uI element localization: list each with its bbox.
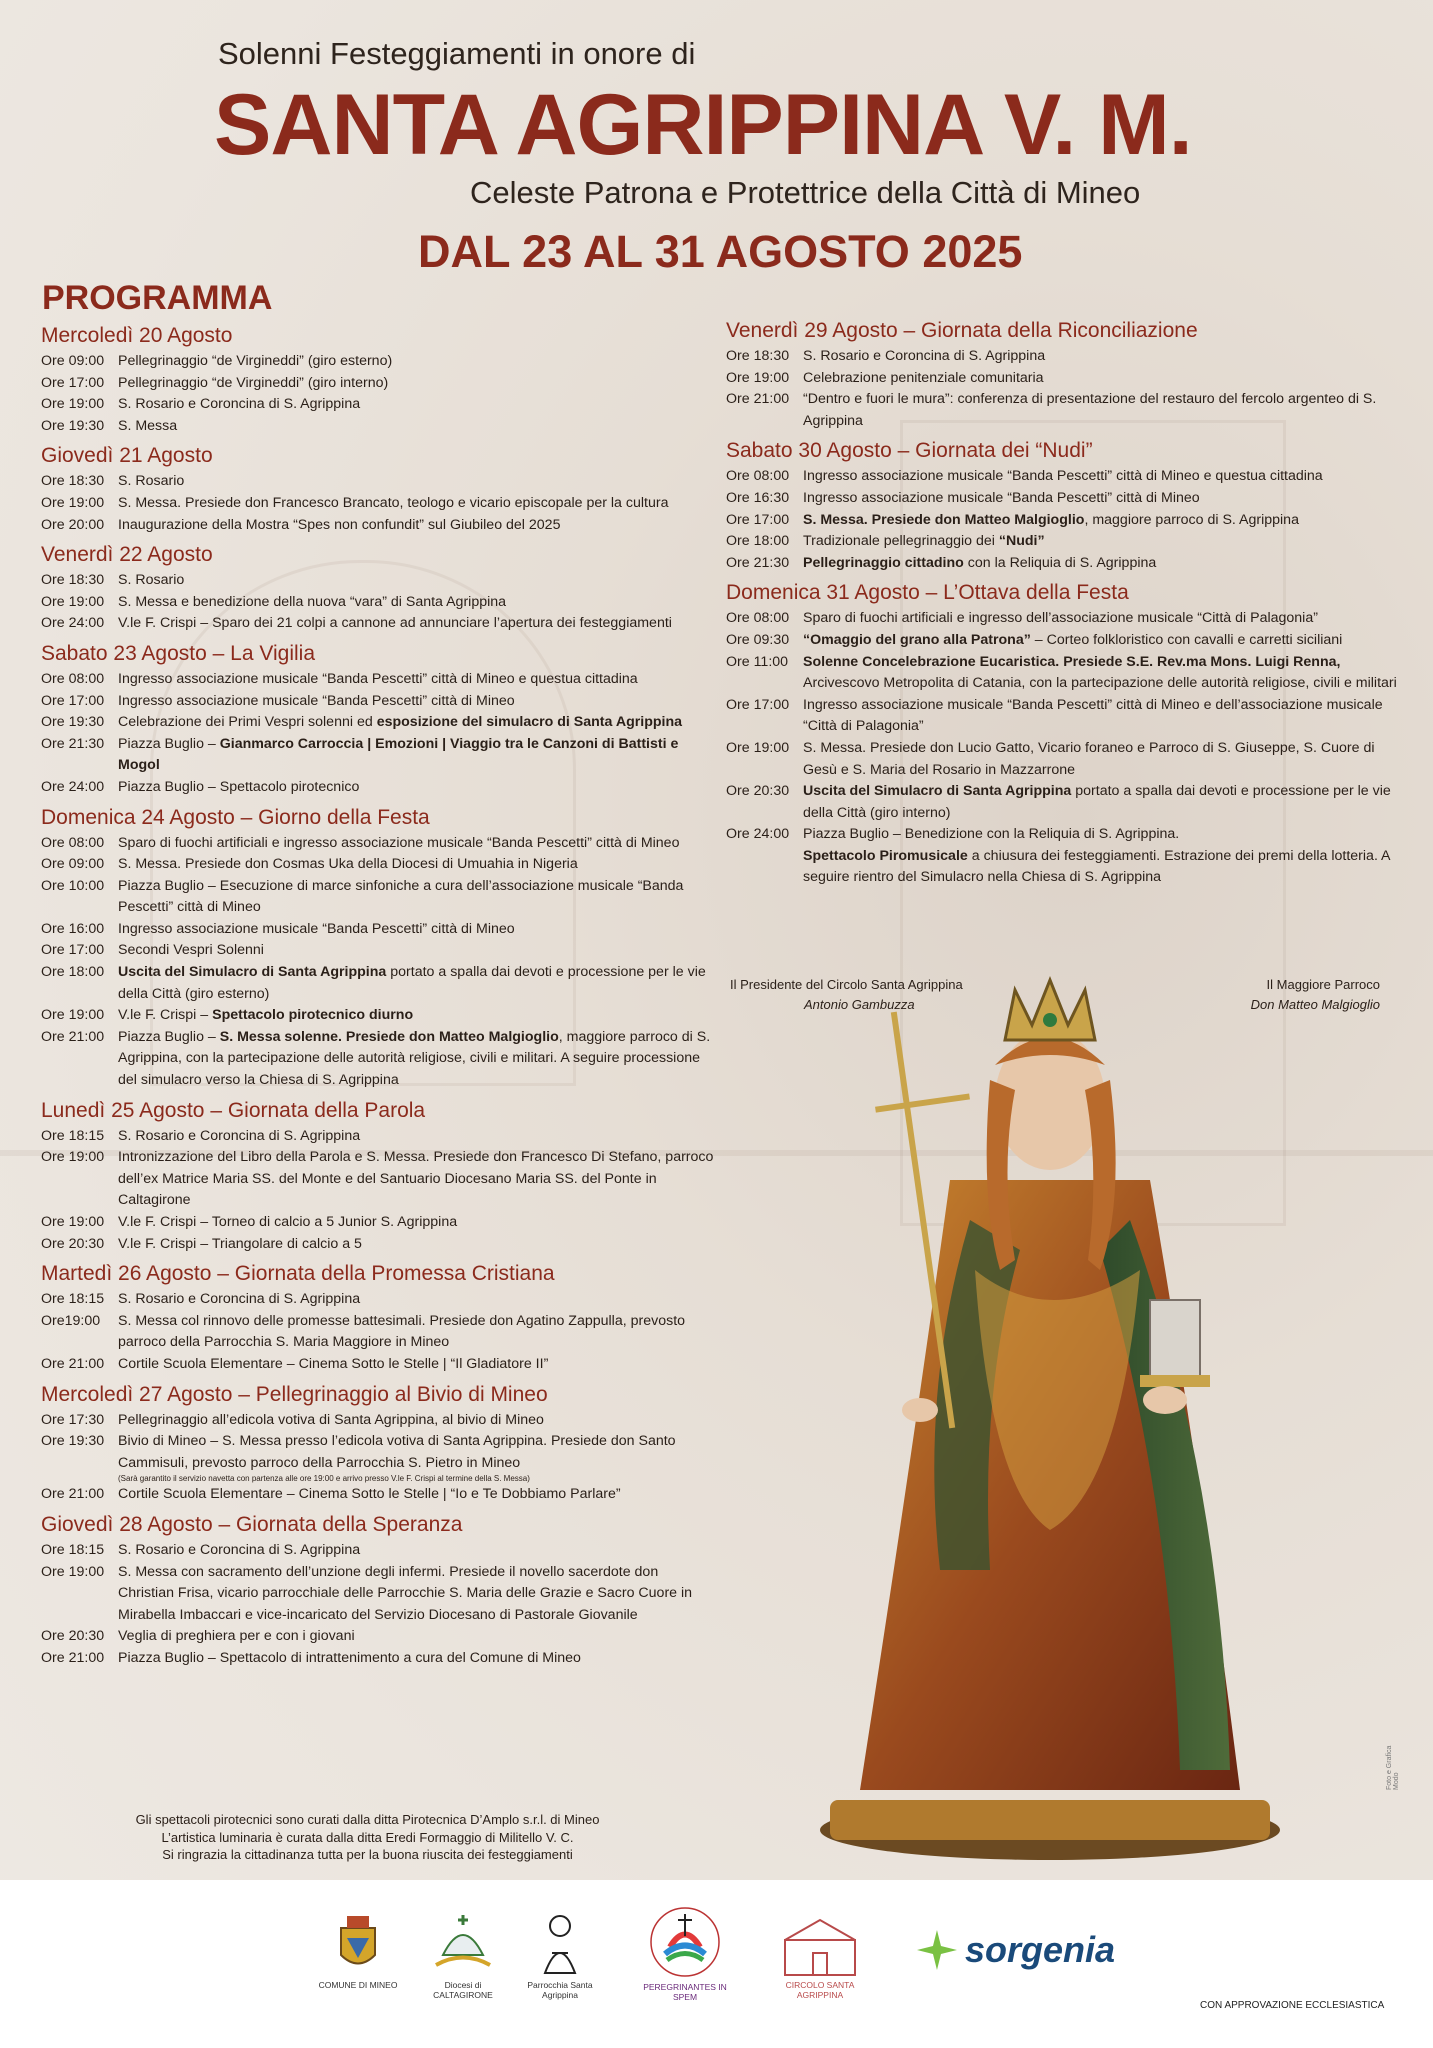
event-text-bold: esposizione del simulacro di Santa Agrippina [376,714,683,731]
event-row [726,510,1406,532]
event-text [803,553,1406,575]
event-text-plain: Inaugurazione della Mostra “Spes non confundit” sul Giubileo del 2025 [118,516,561,533]
event-time: Ore 17:30 [41,1411,105,1428]
signature-role: Il Maggiore Parroco [1266,977,1380,992]
event-time: Ore 18:15 [41,1541,105,1558]
programma-heading: PROGRAMMA [42,279,273,317]
event-text-plain: Ingresso associazione musicale “Banda Pescetti” città di Mineo [118,692,515,709]
event-row [41,394,716,416]
event-text-after: portato a spalla dai devoti e processione per le vie della Città (giro esterno) [118,964,706,1002]
event-row [41,962,716,1005]
jubilee-icon [645,1902,725,1982]
event-time: Ore 19:00 [41,1149,105,1166]
event-text-after: con la Reliquia di S. Agrippina [967,554,1157,571]
event-text-plain: Ingresso associazione musicale “Banda Pescetti” città di Mineo e questua cittadina [118,670,638,687]
day-title: Domenica 31 Agosto – L’Ottava della Festa [726,581,1129,605]
event-text-after: – Corteo folkloristico con cavalli e carretti siciliani [1034,631,1343,648]
event-time: Ore 08:00 [726,468,790,485]
event-text-plain: Ingresso associazione musicale “Banda Pescetti” città di Mineo [118,920,515,937]
event-text-plain: V.le F. Crispi – [118,1007,209,1024]
event-text [118,940,716,962]
event-text [803,389,1406,432]
event-text-plain: S. Rosario e Coroncina di S. Agrippina [118,1541,361,1558]
day-title: Giovedì 28 Agosto – Giornata della Speranza [41,1512,463,1536]
event-text-plain: S. Rosario [118,572,185,589]
event-row [41,570,716,592]
event-row [41,351,716,373]
event-text-plain: V.le F. Crispi – Sparo dei 21 colpi a cannone ad annunciare l’apertura dei festeggiamenti [118,615,672,632]
event-row [726,488,1406,510]
event-text [118,1147,716,1212]
program-day [726,318,1406,432]
event-text [803,630,1406,652]
footer [0,1880,1433,2048]
event-text [118,1626,716,1648]
event-text-bold: “Omaggio del grano alla Patrona” [803,631,1031,648]
event-text [118,471,716,493]
event-row [726,466,1406,488]
event-time [726,846,803,889]
logo-parrocchia [520,1908,600,2000]
logo-diocesi [418,1910,508,2000]
event-time: Ore 17:00 [41,374,105,391]
event-text [118,570,716,592]
day-title: Giovedì 21 Agosto [41,444,213,468]
event-row [41,1212,716,1234]
event-row [41,940,716,962]
event-text-bold: “Nudi” [998,533,1045,550]
event-text-plain: S. Messa. Presiede don Lucio Gatto, Vicario foraneo e Parroco di S. Giuseppe, S. Cuore di Gesù e S. Maria del Rosario in Mazzarrone [803,739,1375,778]
event-row [41,1234,716,1256]
event-time: Ore 20:30 [41,1235,105,1252]
logo-comune [318,1910,398,1990]
program-right-column [726,318,1406,895]
page-title: SANTA AGRIPPINA V. M. [214,77,1192,173]
sorgenia-wordmark [915,1928,1115,1972]
event-text [118,1562,716,1627]
event-time: Ore19:00 [41,1312,101,1329]
event-row [41,592,716,614]
event-row [41,1540,716,1562]
event-text-plain: S. Messa. Presiede don Cosmas Uka della Diocesi di Umuahia in Nigeria [118,856,578,873]
event-text [118,1354,716,1376]
program-day [726,438,1406,574]
event-text-bold: Uscita del Simulacro di Santa Agrippina [803,783,1072,800]
event-row [41,493,716,515]
day-title: Sabato 30 Agosto – Giornata dei “Nudi” [726,439,1093,463]
credit-line: L’artistica luminaria è curata dalla ditta Eredi Formaggio di Militello V. C. [161,1829,574,1845]
event-text [118,833,716,855]
event-text-bold: Pellegrinaggio cittadino [803,554,964,571]
event-text [118,493,716,515]
event-text-after: , maggiore parroco di S. Agrippina [1084,511,1299,528]
event-time: Ore 18:15 [41,1291,105,1308]
event-text-plain: Piazza Buglio – Esecuzione di marce sinfoniche a cura dell’associazione musicale “Banda Pescetti” città di Mineo [118,877,684,916]
event-text [118,1311,716,1354]
event-time: Ore 21:30 [726,554,790,571]
program-day [41,443,716,536]
event-text-plain: Cortile Scuola Elementare – Cinema Sotto le Stelle | “Io e Te Dobbiamo Parlare” [118,1486,621,1503]
event-time: Ore 18:30 [41,473,105,490]
event-row [41,1027,716,1092]
circolo-icon [775,1915,865,1980]
event-time: Ore 09:30 [726,631,790,648]
event-text-plain: Ingresso associazione musicale “Banda Pescetti” città di Mineo e questua cittadina [803,468,1323,485]
event-time: Ore 18:30 [726,348,790,364]
event-text-plain: Cortile Scuola Elementare – Cinema Sotto le Stelle | “Il Gladiatore II” [118,1355,549,1372]
event-time: Ore 08:00 [726,610,790,627]
event-time: Ore 20:00 [41,516,105,533]
event-time: Ore 08:00 [41,834,105,851]
event-text-bold: Uscita del Simulacro di Santa Agrippina [118,964,387,981]
event-text-plain: S. Rosario e Coroncina di S. Agrippina [118,396,361,413]
event-text-plain: Sparo di fuochi artificiali e ingresso associazione musicale “Banda Pescetti” città di Mineo [118,834,680,851]
signature-name: Don Matteo Malgioglio [1250,997,1380,1012]
event-row [726,608,1406,630]
event-text-plain: “Dentro e fuori le mura”: conferenza di presentazione del restauro del fercolo argenteo di S. Agrippina [803,391,1377,429]
logo-label: PEREGRINANTES IN SPEM [643,1982,727,2002]
event-row [41,1410,716,1432]
event-time: Ore 11:00 [726,653,789,670]
event-time: Ore 21:00 [41,1486,105,1503]
event-text [118,777,716,799]
event-row [726,630,1406,652]
signature-name: Antonio Gambuzza [804,997,915,1012]
event-text [803,824,1406,846]
event-text [118,669,716,691]
event-text [118,592,716,614]
event-text-plain: V.le F. Crispi – Torneo di calcio a 5 Junior S. Agrippina [118,1214,458,1230]
event-row [41,1126,716,1148]
signature-role: Il Presidente del Circolo Santa Agrippina [730,977,963,992]
credit-line: Si ringrazia la cittadinanza tutta per la buona riuscita dei festeggiamenti [162,1847,573,1862]
event-text [118,1212,716,1234]
event-text [803,368,1406,390]
event-text-after: , maggiore parroco di S. Agrippina, con la partecipazione delle autorità religiose, civili e militari. A seguire processione del simulacro verso la Chiesa di S. Agrippina [118,1028,711,1089]
logo-sorgenia [915,1928,1115,1972]
coat-of-arms-icon [333,1910,383,1980]
event-text [118,876,716,919]
event-row [726,368,1406,390]
diocese-icon [428,1910,498,1980]
program-left-column [41,323,716,1676]
event-text [118,1234,716,1256]
event-text [118,1126,716,1148]
logo-circolo [765,1915,875,2000]
event-text-after: Arcivescovo Metropolita di Catania, con la partecipazione delle autorità religiose, civili e militari [803,675,1397,692]
event-row [41,1289,716,1311]
event-row [41,833,716,855]
event-time: Ore 19:00 [41,396,105,413]
event-text-plain: Piazza Buglio – [118,1028,216,1045]
event-time: Ore 16:30 [726,489,790,506]
event-text-plain: Sparo di fuochi artificiali e ingresso dell’associazione musicale “Città di Palagonia” [803,610,1318,627]
event-row [726,531,1406,553]
event-text [118,515,716,537]
event-text [118,1027,716,1092]
program-day [41,1261,716,1375]
event-row [41,1147,716,1212]
day-title: Sabato 23 Agosto – La Vigilia [41,641,315,665]
day-title: Venerdì 29 Agosto – Giornata della Riconciliazione [726,319,1198,342]
program-day [726,580,1406,889]
event-text [118,734,716,777]
header-patrona: Celeste Patrona e Protettrice della Città di Mineo [470,175,1141,210]
event-text-plain: Veglia di preghiera per e con i giovani [118,1628,355,1645]
event-text [803,531,1406,553]
event-text [803,608,1406,630]
credits [90,1811,645,1864]
event-text-plain: Pellegrinaggio “de Virgineddi” (giro interno) [118,374,389,391]
event-text-plain: S. Rosario e Coroncina di S. Agrippina [118,1291,361,1308]
program-day [41,1098,716,1256]
event-row [41,712,716,734]
day-title: Mercoledì 27 Agosto – Pellegrinaggio al Bivio di Mineo [41,1382,548,1406]
event-row [41,1311,716,1354]
event-row [41,416,716,438]
event-time: Ore 19:30 [41,714,105,731]
event-text [803,488,1406,510]
event-time: Ore 19:00 [726,739,790,756]
parish-icon [530,1908,590,1980]
event-text-plain: S. Messa col rinnovo delle promesse battesimali. Presiede don Agatino Zappulla, prevosto parroco della Parrocchia S. Maria Maggiore in Mineo [118,1312,686,1351]
event-text-after: portato a spalla dai devoti e processione per le vie della Città (giro interno) [803,783,1391,821]
event-row [41,854,716,876]
event-row [41,777,716,799]
event-row [41,1484,716,1506]
event-text-plain: S. Rosario e Coroncina di S. Agrippina [803,348,1046,364]
event-text [118,854,716,876]
event-text-plain: Secondi Vespri Solenni [118,942,264,959]
event-text [803,846,1406,889]
event-time: Ore 20:30 [41,1628,105,1645]
event-text-plain: Pellegrinaggio “de Virgineddi” (giro esterno) [118,353,393,369]
event-text [118,1540,716,1562]
event-time: Ore 24:00 [41,615,105,632]
event-row [41,1354,716,1376]
day-title: Venerdì 22 Agosto [41,543,213,567]
event-text [118,1005,716,1027]
approval-text: CON APPROVAZIONE ECCLESIASTICA [1200,2000,1385,2011]
event-row [726,553,1406,575]
event-row [41,373,716,395]
header-dates: DAL 23 AL 31 AGOSTO 2025 [418,226,1023,277]
event-text-plain: Bivio di Mineo – S. Messa presso l’edicola votiva di Santa Agrippina. Presiede don Santo Cammisuli, prevosto parroco della Parrocchia S. Pietro in Mineo [118,1433,676,1471]
event-text-plain: S. Messa. Presiede don Francesco Brancato, teologo e vicario episcopale per la cultura [118,494,669,511]
event-time: Ore 21:00 [41,1355,105,1372]
event-text [803,466,1406,488]
event-time: Ore 18:30 [41,572,105,589]
event-text-plain: S. Messa con sacramento dell’unzione degli infermi. Presiede il novello sacerdote don Christian Frisa, vicario parrocchiale delle Parrocchie S. Maria delle Grazie e Sacro Cuore in Mirabella Imbaccari e vice-incaricato del Servizio Diocesano di Pastorale Giovanile [118,1563,693,1623]
event-text [803,738,1406,781]
event-time: Ore 19:30 [41,1433,105,1450]
event-text-plain: V.le F. Crispi – Triangolare di calcio a 5 [118,1235,362,1252]
logo-label: CIRCOLO SANTA AGRIPPINA [785,1980,855,2000]
photo-credit: Foto e Grafica Modo [1386,1745,1400,1790]
event-row [726,346,1406,368]
event-row [726,738,1406,781]
event-text-bold: Gianmarco Carroccia | Emozioni | Viaggio tra le Canzoni di Battisti e Mogol [118,735,679,774]
event-time: Ore 19:30 [41,417,105,434]
event-time: Ore 17:00 [41,692,105,709]
event-time: Ore 08:00 [41,670,105,687]
event-text [118,919,716,941]
event-time: Ore 19:00 [726,369,790,386]
event-text-bold: Solenne Concelebrazione Eucaristica. Presiede S.E. Rev.ma Mons. Luigi Renna, [803,653,1341,670]
event-text [118,351,716,373]
event-text [118,613,716,635]
event-time: Ore 21:00 [41,1028,105,1045]
logo-giubileo [635,1902,735,2002]
event-text [118,691,716,713]
day-title: Mercoledì 20 Agosto [41,324,233,347]
event-text-plain: Pellegrinaggio all’edicola votiva di Santa Agrippina, al bivio di Mineo [118,1411,544,1428]
event-time: Ore 18:00 [41,964,105,981]
event-text-plain: Celebrazione penitenziale comunitaria [803,369,1044,386]
event-time: Ore 21:00 [726,391,790,408]
event-row [726,824,1406,846]
event-text [803,781,1406,824]
event-text-plain: S. Messa [118,417,178,434]
event-text-plain: S. Messa e benedizione della nuova “vara” di Santa Agrippina [118,593,507,610]
program-day [41,542,716,635]
event-row [726,846,1406,889]
event-text-plain: Piazza Buglio – [118,735,216,752]
event-text-plain: S. Rosario [118,473,185,490]
event-row [41,1431,716,1484]
event-text [118,1484,716,1506]
event-row [41,669,716,691]
event-row [41,734,716,777]
credit-line: Gli spettacoli pirotecnici sono curati dalla ditta Pirotecnica D’Amplo s.r.l. di Mineo [135,1812,600,1827]
event-text [118,373,716,395]
event-row [41,1648,716,1670]
event-text-bold: S. Messa. Presiede don Matteo Malgioglio [803,511,1085,528]
event-time: Ore 19:00 [41,1214,105,1230]
event-time: Ore 19:00 [41,494,105,511]
event-row [726,389,1406,432]
event-text-plain: Piazza Buglio – Benedizione con la Reliquia di S. Agrippina. [803,826,1180,843]
event-time: Ore 24:00 [726,826,790,843]
event-text [118,1431,716,1484]
event-time: Ore 17:00 [726,696,790,713]
header-subtitle: Solenni Festeggiamenti in onore di [218,36,696,71]
event-text [803,346,1406,368]
event-time: Ore 19:00 [41,593,105,610]
event-time: Ore 24:00 [41,778,105,795]
event-row [726,695,1406,738]
event-time: Ore 19:00 [41,1007,105,1024]
event-text [118,712,716,734]
statue-santa-agrippina-icon [800,970,1300,1870]
event-text-plain: Tradizionale pellegrinaggio dei [803,533,995,550]
event-text-plain: S. Rosario e Coroncina di S. Agrippina [118,1127,361,1144]
event-text [118,1410,716,1432]
event-text-plain: Ingresso associazione musicale “Banda Pescetti” città di Mineo [803,489,1200,506]
logo-label: COMUNE DI MINEO [318,1980,398,1990]
event-time: Ore 20:30 [726,783,790,800]
day-title: Domenica 24 Agosto – Giorno della Festa [41,805,430,829]
event-time: Ore 09:00 [41,856,105,873]
event-row [41,876,716,919]
event-text [118,1648,716,1670]
event-text [118,416,716,438]
day-title: Martedì 26 Agosto – Giornata della Promessa Cristiana [41,1262,555,1286]
event-row [41,1005,716,1027]
event-time: Ore 10:00 [41,877,105,894]
event-text-plain: Intronizzazione del Libro della Parola e S. Messa. Presiede don Francesco Di Stefano, parroco dell’ex Matrice Maria SS. del Monte e del Santuario Diocesano Maria SS. del Ponte in Caltagirone [118,1149,714,1209]
event-row [726,781,1406,824]
event-text-plain: Celebrazione dei Primi Vespri solenni ed [118,714,373,731]
event-row [41,1562,716,1627]
event-text [118,962,716,1005]
event-text [118,1289,716,1311]
program-day [41,323,716,437]
event-row [726,652,1406,695]
event-time: Ore 18:00 [726,533,790,550]
event-text [803,510,1406,532]
sorgenia-label: sorgenia [964,1929,1115,1970]
event-note: (Sarà garantito il servizio navetta con partenza alle ore 19:00 e arrivo presso V.le F. Crispi al termine della S. Messa) [118,1474,530,1484]
event-text-plain: Ingresso associazione musicale “Banda Pescetti” città di Mineo e dell’associazione musicale “Città di Palagonia” [803,696,1383,735]
event-time: Ore 17:00 [726,511,790,528]
logo-label: Diocesi di CALTAGIRONE [433,1980,493,2000]
event-time: Ore 21:30 [41,735,105,752]
event-time: Ore 18:15 [41,1127,105,1144]
event-text-plain: Piazza Buglio – Spettacolo pirotecnico [118,778,360,795]
event-time: Ore 17:00 [41,942,105,959]
event-time: Ore 16:00 [41,920,105,937]
logo-label: Parrocchia Santa Agrippina [527,1980,593,2000]
program-day [41,1512,716,1670]
event-text-bold: S. Messa solenne. Presiede don Matteo Malgioglio [219,1028,559,1045]
event-time: Ore 19:00 [41,1563,105,1580]
day-title: Lunedì 25 Agosto – Giornata della Parola [41,1098,426,1122]
event-text-bold: Spettacolo Piromusicale [803,847,968,864]
event-row [41,613,716,635]
event-text [803,652,1406,695]
header [0,0,1433,290]
event-time: Ore 09:00 [41,353,105,369]
program-day [41,1382,716,1506]
event-text [803,695,1406,738]
event-text-plain: Piazza Buglio – Spettacolo di intrattenimento a cura del Comune di Mineo [118,1649,581,1666]
sorgenia-icon [915,1928,959,1972]
event-row [41,1626,716,1648]
event-time: Ore 21:00 [41,1649,105,1666]
program-day [41,805,716,1092]
event-row [41,471,716,493]
event-row [41,691,716,713]
event-row [41,919,716,941]
event-row [41,515,716,537]
program-day [41,641,716,799]
event-text-after: a chiusura dei festeggiamenti. Estrazione dei premi della lotteria. A seguire rientro del Simulacro nella Chiesa di S. Agrippina [803,847,1390,886]
event-text [118,394,716,416]
event-text-bold: Spettacolo pirotecnico diurno [212,1007,414,1024]
